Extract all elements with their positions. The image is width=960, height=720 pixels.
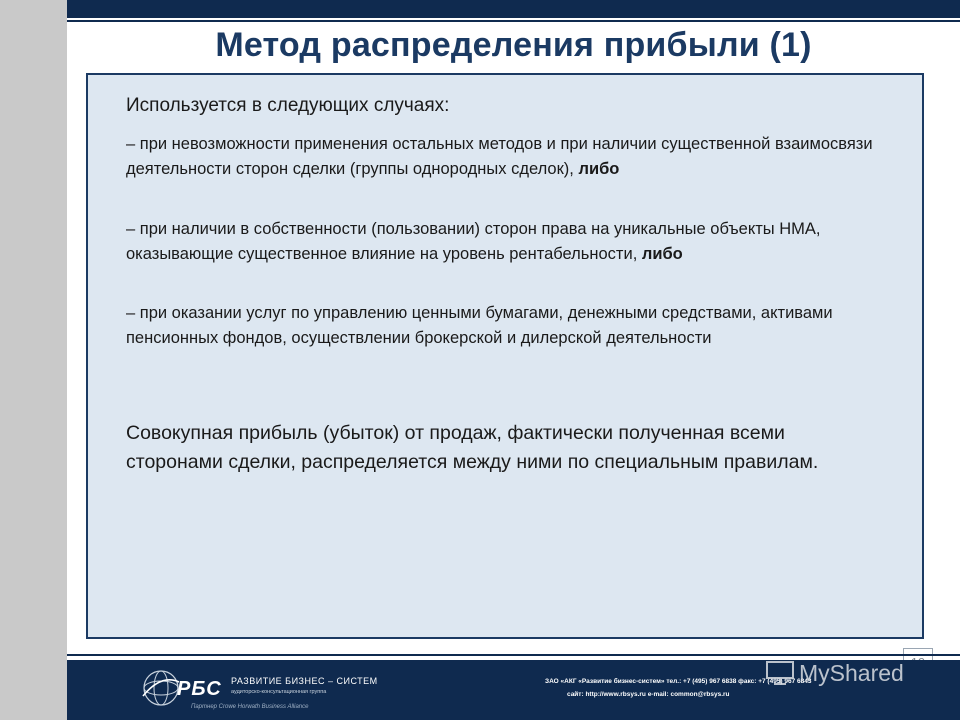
top-header-band [67, 0, 960, 18]
case-text: – при невозможности применения остальных методов и при наличии существенной взаимосвязи деятельности сторон сделки (группы однородных сделок), [126, 135, 873, 178]
company-logo [139, 664, 389, 716]
case-emphasis: либо [641, 244, 683, 263]
watermark-text: MyShared [799, 659, 904, 686]
case-item-1 [126, 132, 906, 181]
slide-title: Метод распределения прибыли (1) [215, 26, 812, 64]
left-sidebar-bar [0, 0, 67, 720]
contact-line: сайт: http://www.rbsys.ru e-mail: common@rbsys.ru [567, 691, 730, 698]
case-text: – при оказании услуг по управлению ценными бумагами, денежными средствами, активами пенсионных фондов, осуществлении брокерской и дилерской деятельности [126, 304, 833, 347]
presentation-icon [765, 660, 795, 686]
case-text: – при наличии в собственности (пользовании) сторон права на уникальные объекты НМА, оказывающие существенное влияние на уровень рентабельности, [126, 220, 821, 263]
case-item-3 [126, 301, 906, 350]
logo-wordmark: РБС [177, 678, 222, 700]
summary-text: Совокупная прибыль (убыток) от продаж, фактически полученная всеми сторонами сделки, распределяется между ними по специальным правилам. [126, 422, 819, 473]
case-emphasis: либо [578, 159, 620, 178]
case-item-2 [126, 217, 906, 266]
logo-brand-name: РАЗВИТИЕ БИЗНЕС – СИСТЕМ [231, 676, 378, 686]
content-box [86, 73, 924, 639]
intro-text: Используется в следующих случаях: [126, 95, 450, 116]
partner-text: Партнер Crowe Horwath Business Alliance [191, 704, 309, 710]
logo-subtitle: аудиторско-консультационная группа [231, 689, 327, 695]
watermark [765, 656, 904, 690]
contact-line: ЗАО «АКГ «Развитие бизнес-систем» тел.: +7 (495) 967 6838 факс: +7 (495) 967 6843 [545, 678, 812, 685]
